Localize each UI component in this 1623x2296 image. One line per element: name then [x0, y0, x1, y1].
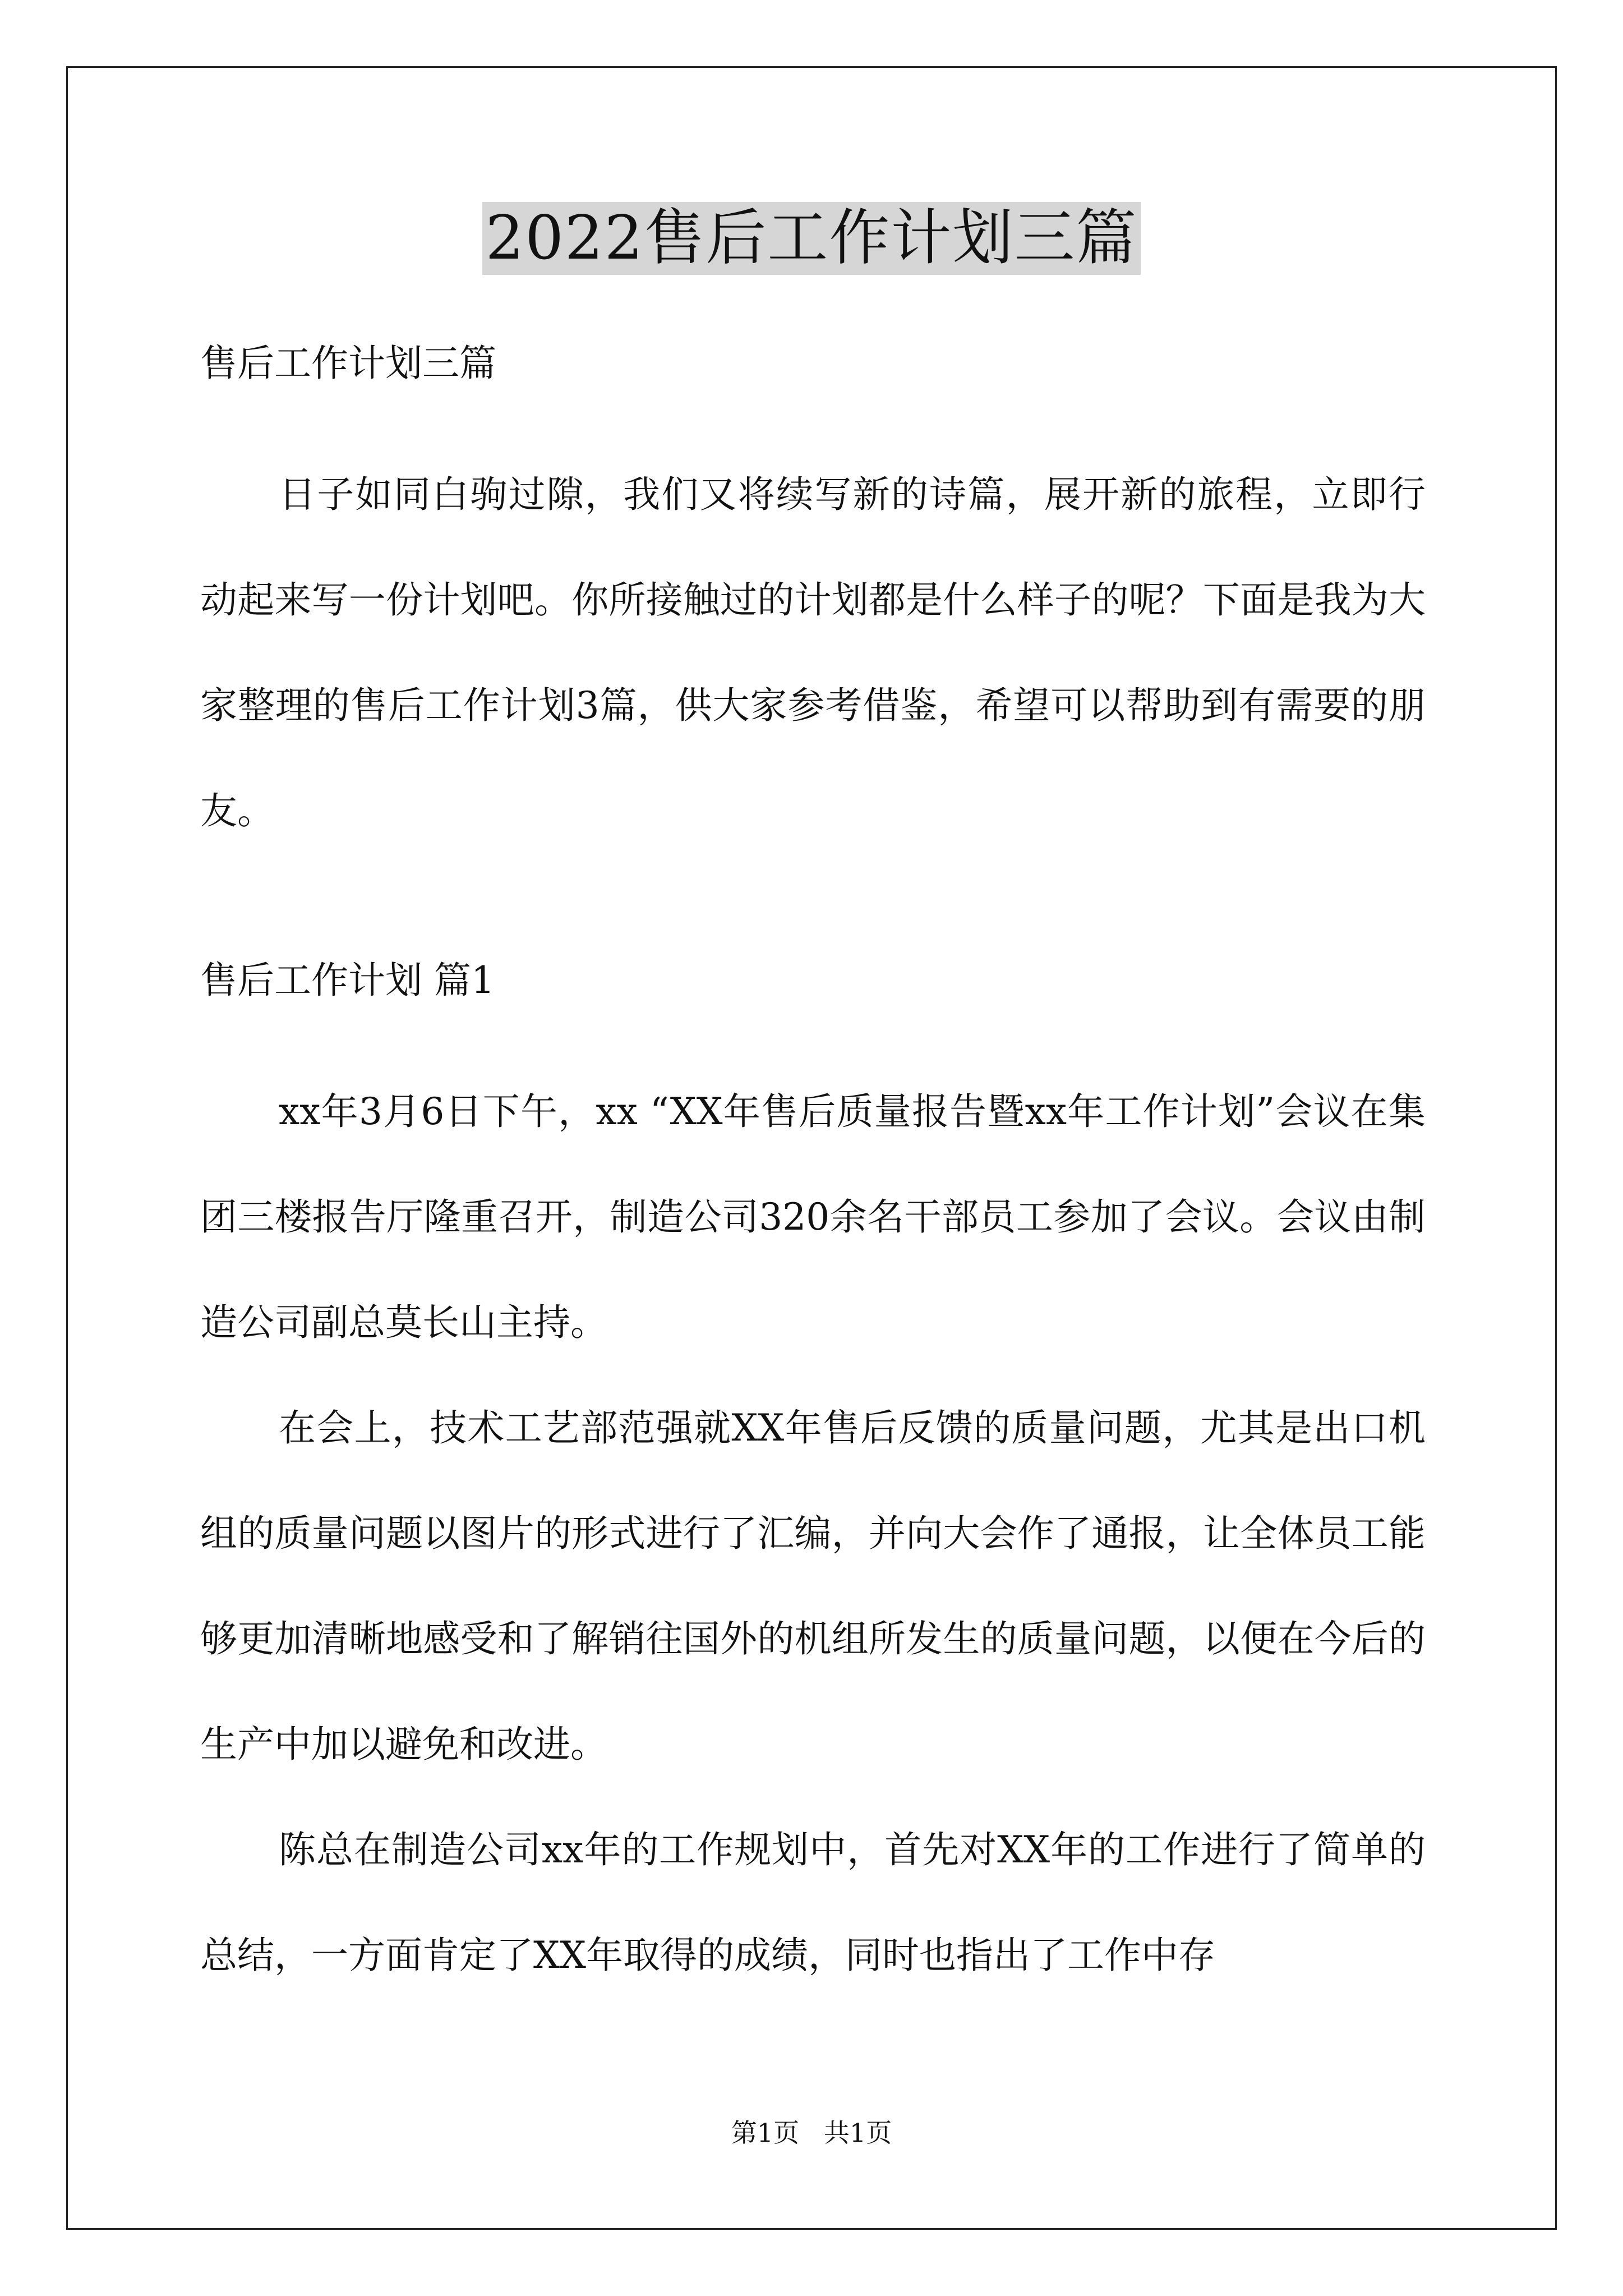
section-paragraph: 在会上，技术工艺部范强就XX年售后反馈的质量问题，尤其是出口机组的质量问题以图片的形式进行了汇编，并向大会作了通报，让全体员工能够更加清晰地感受和了解销往国外的机组所发生的质量问题，以便在今后的生产中加以避免和改进。	[200, 1406, 1426, 1766]
document-subtitle: 售后工作计划三篇	[200, 342, 496, 385]
intro-paragraph: 日子如同白驹过隙，我们又将续写新的诗篇，展开新的旅程，立即行动起来写一份计划吧。你所接触过的计划都是什么样子的呢？下面是我为大家整理的售后工作计划3篇，供大家参考借鉴，希望可以帮助到有需要的朋友。	[200, 473, 1426, 832]
spacer	[200, 390, 1426, 442]
title-container	[0, 202, 1623, 275]
spacer	[200, 864, 1426, 954]
section-paragraph: 陈总在制造公司xx年的工作规划中，首先对XX年的工作进行了简单的总结，一方面肯定了XX年取得的成绩，同时也指出了工作中存	[200, 1828, 1426, 1977]
document-body	[200, 337, 1426, 2008]
section-paragraph: xx年3月6日下午，xx “XX年售后质量报告暨xx年工作计划”会议在集团三楼报告厅隆重召开，制造公司320余名干部员工参加了会议。会议由制造公司副总莫长山主持。	[200, 1090, 1426, 1344]
page-footer: 第1页 共1页	[731, 2118, 892, 2148]
section-heading: 售后工作计划 篇1	[200, 959, 495, 1002]
spacer	[200, 1007, 1426, 1059]
document-title: 2022售后工作计划三篇	[482, 202, 1141, 275]
